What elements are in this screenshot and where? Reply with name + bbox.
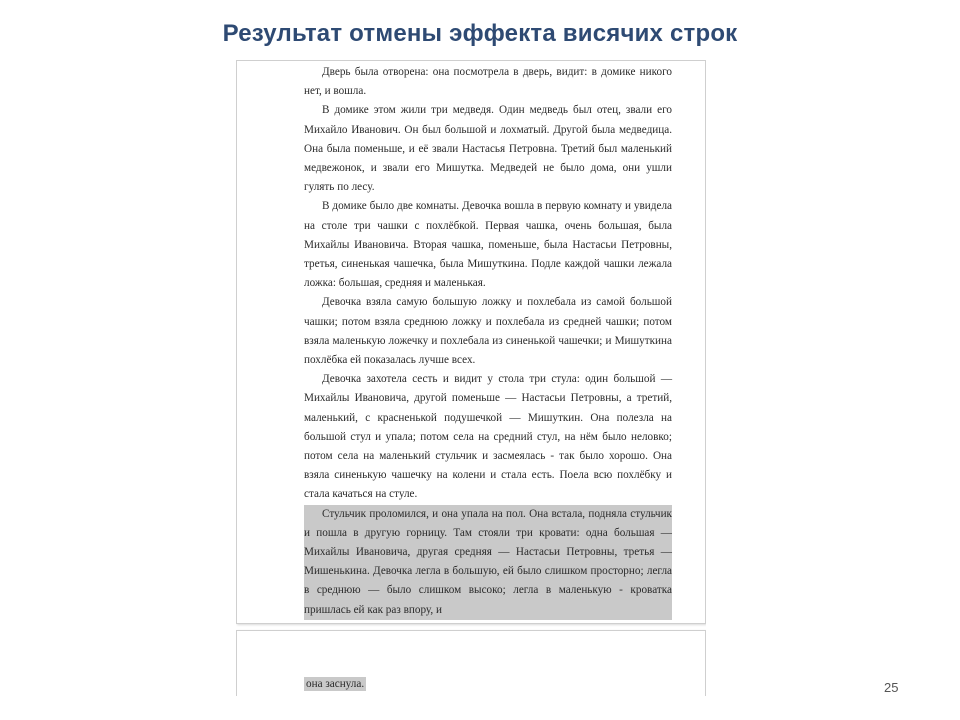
page-2-text	[304, 675, 672, 694]
paragraph-3: В домике было две комнаты. Девочка вошла в первую комнату и увидела на столе три чашки с похлёбкой. Первая чашка, очень большая, была Михайлы Ивановича. Вторая чашка, поменьше, была Настасьи Петровны, третья, синенькая чашечка, была Мишуткина. Подле каждой чашки лежала ложка: большая, средняя и маленькая.	[304, 200, 672, 290]
paragraph-5: Девочка захотела сесть и видит у стола три стула: один большой — Михайлы Ивановича, другой поменьше — Настасьи Петровны, а третий, маленький, с красненькой подушечкой — Мишуткин. Она полезла на большой стул и упала; потом села на средний стул, на нём было неловко; потом села на маленький стульчик и засмеялась - так было хорошо. Она взяла синенькую чашечку на колени и стала есть. Поела всю похлёбку и стала качаться на стуле.	[304, 373, 672, 501]
slide-page-number: 25	[884, 680, 899, 695]
document-page-1	[236, 60, 706, 624]
highlighted-paragraph: Стульчик проломился, и она упала на пол. Она встала, подняла стульчик и пошла в другую горницу. Там стояли три кровати: одна большая — Михайлы Ивановича, другая средняя — Настасьи Петровны, третья — Мишенькина. Девочка легла в большую, ей было слишком просторно; легла в среднюю — было слишком высоко; легла в маленькую - кроватка пришлась ей как раз впору, и	[304, 505, 672, 620]
document-preview	[236, 60, 706, 696]
page-1-text	[304, 63, 672, 620]
carried-over-line	[304, 675, 672, 694]
paragraph-4: Девочка взяла самую большую ложку и похлебала из самой большой чашки; потом взяла среднюю ложку и похлебала из средней чашки; потом взяла маленькую ложечку и похлебала из синенькой чашечки; и Мишуткина похлёбка ей показалась лучше всех.	[304, 296, 672, 367]
document-page-2	[236, 630, 706, 696]
paragraph-2: В домике этом жили три медведя. Один медведь был отец, звали его Михайло Иванович. Он был большой и лохматый. Другой была медведица. Она была поменьше, и её звали Настасья Петровна. Третий был маленький медвежонок, и звали его Мишутка. Медведей не было дома, они ушли гулять по лесу.	[304, 104, 672, 194]
paragraph-1: Дверь была отворена: она посмотрела в дверь, видит: в домике никого нет, и вошла.	[304, 66, 672, 98]
slide-title: Результат отмены эффекта висячих строк	[222, 20, 738, 47]
carried-over-line-text: она заснула.	[306, 678, 365, 690]
